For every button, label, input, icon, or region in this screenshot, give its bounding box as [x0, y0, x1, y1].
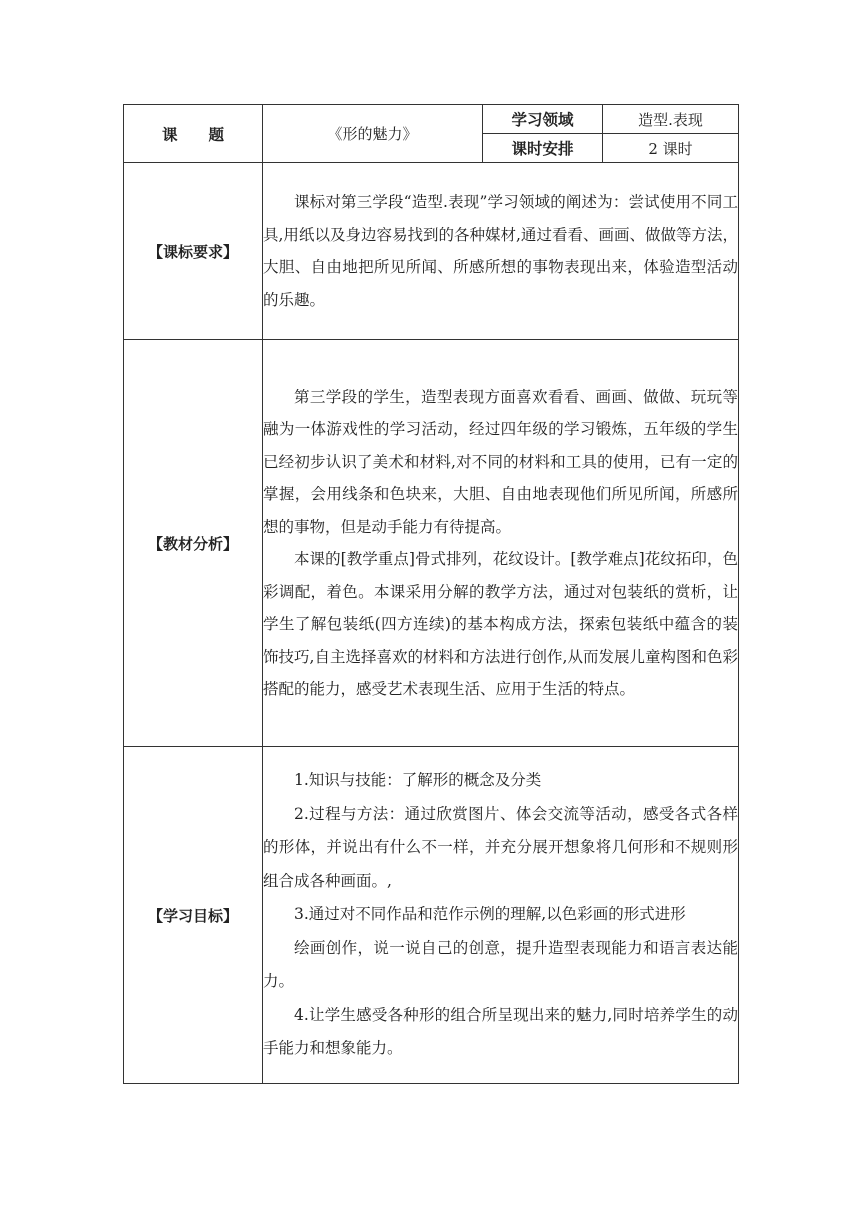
section-label: 【学习目标】	[124, 747, 263, 1084]
section-body	[263, 163, 739, 340]
section-row-analysis	[124, 340, 739, 747]
section-body	[263, 340, 739, 747]
hours-value: 2 课时	[603, 134, 739, 163]
section-paragraph: 2.过程与方法：通过欣赏图片、体会交流等活动，感受各式各样的形体，并说出有什么不一样，并充分展开想象将几何形和不规则形组合成各种画面。,	[263, 804, 738, 890]
section-row-standard	[124, 163, 739, 340]
field-label: 学习领域	[483, 105, 603, 134]
section-paragraph: 1.知识与技能：了解形的概念及分类	[294, 771, 542, 790]
section-paragraph: 第三学段的学生，造型表现方面喜欢看看、画画、做做、玩玩等融为一体游戏性的学习活动，经过四年级的学习锻炼，五年级的学生已经初步认识了美术和材料,对不同的材料和工具的使用，已有一定的掌握，会用线条和色块来，大胆、自由地表现他们所见所闻，所感所想的事物，但是动手能力有待提高。	[263, 387, 738, 536]
section-paragraph: 3.通过对不同作品和范作示例的理解,以色彩画的形式进形	[294, 905, 686, 924]
header-row-1	[124, 105, 739, 134]
topic-label: 课 题	[124, 105, 263, 163]
section-label: 【教材分析】	[124, 340, 263, 747]
lesson-plan-table	[123, 104, 738, 1084]
section-paragraph: 本课的[教学重点]骨式排列，花纹设计。[教学难点]花纹拓印，色彩调配，着色。本课采用分解的教学方法，通过对包装纸的赏析，让学生了解包装纸(四方连续)的基本构成方法，探索包装纸中蕴含的装饰技巧,自主选择喜欢的材料和方法进行创作,从而发展儿童构图和色彩搭配的能力，感受艺术表现生活、应用于生活的特点。	[263, 550, 738, 698]
section-paragraph: 绘画创作，说一说自己的创意，提升造型表现能力和语言表达能力。	[263, 938, 738, 991]
field-value: 造型.表现	[603, 105, 739, 134]
hours-label: 课时安排	[483, 134, 603, 163]
topic-value: 《形的魅力》	[263, 105, 483, 163]
section-label: 【课标要求】	[124, 163, 263, 340]
section-body	[263, 747, 739, 1084]
section-paragraph: 课标对第三学段“造型.表现”学习领域的阐述为：尝试使用不同工具,用纸以及身边容易找到的各种媒材,通过看看、画画、做做等方法，大胆、自由地把所见所闻、所感所想的事物表现出来，体验造型活动的乐趣。	[263, 193, 738, 309]
section-paragraph: 4.让学生感受各种形的组合所呈现出来的魅力,同时培养学生的动手能力和想象能力。	[263, 1005, 738, 1058]
section-row-goals	[124, 747, 739, 1084]
